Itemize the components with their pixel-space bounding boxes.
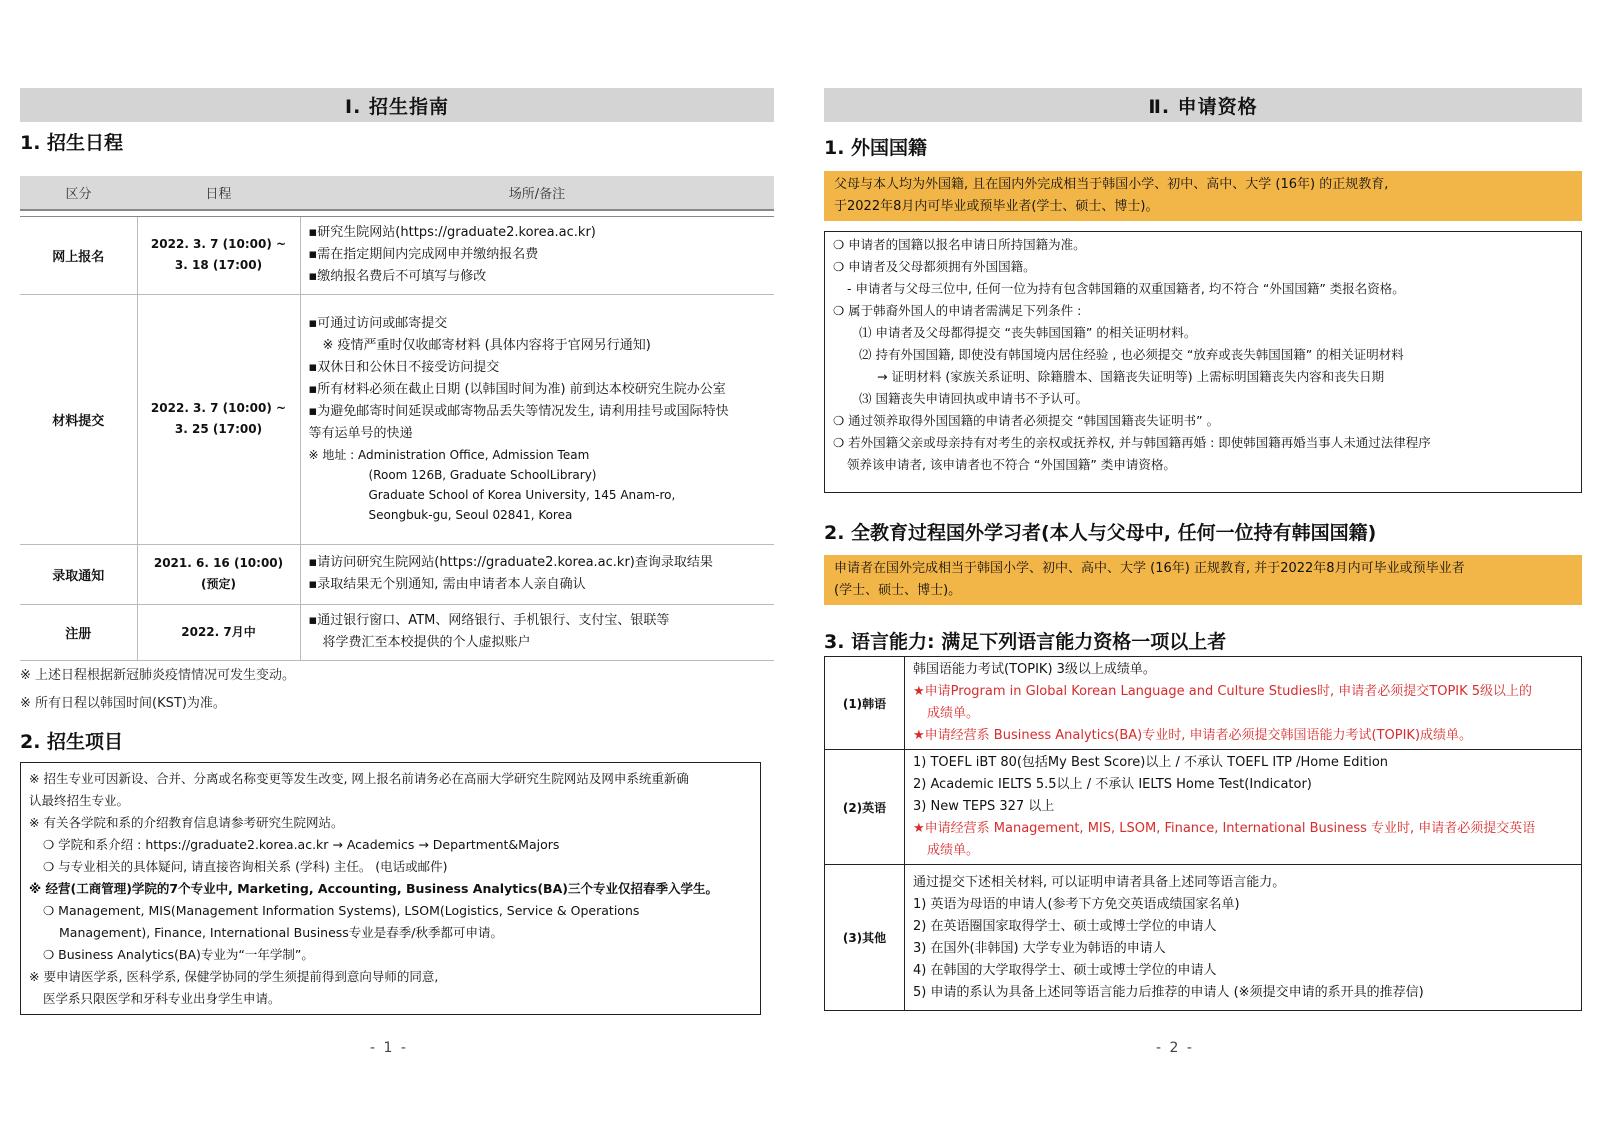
note-line: ▪需在指定期间内完成网申并缴纳报名费: [308, 247, 539, 262]
highlight-line: 父母与本人均为外国籍, 且在国内外完成相当于韩国小学、初中、高中、大学 (16年) 的正规教育,: [834, 177, 1389, 192]
table-row: [20, 216, 774, 294]
note-line: ▪请访问研究生院网站(https://graduate2.korea.ac.kr)查询录取结果: [308, 555, 713, 570]
box-line: ❍ Management, MIS(Management Information Systems), LSOM(Logistics, Service & Operations: [43, 903, 640, 918]
highlight-line: 申请者在国外完成相当于韩国小学、初中、高中、大学 (16年) 正规教育, 并于2022年8月内可毕业或预毕业者: [834, 561, 1465, 576]
req-line: 1) TOEFL iBT 80(包括My Best Score)以上 / 不承认 TOEFL ITP /Home Edition: [913, 755, 1389, 770]
date-line: 2022. 3. 7 (10:00) ~: [150, 237, 287, 251]
req-line: 通过提交下述相关材料, 可以证明申请者具备上述同等语言能力。: [913, 874, 1286, 890]
req-line: ★申请Program in Global Korean Language and Culture Studies时, 申请者必须提交TOPIK 5级以上的: [913, 684, 1533, 699]
language-label: (1)韩语: [825, 657, 905, 750]
address-line: Seongbuk-gu, Seoul 02841, Korea: [368, 508, 573, 522]
req-line: 韩国语能力考试(TOPIK) 3级以上成绩单。: [913, 662, 1156, 677]
note-line: ▪可通过访问或邮寄提交: [308, 316, 448, 331]
table-header: 日程: [137, 176, 300, 210]
req-line: 5) 申请的系认为具备上述同等语言能力后推荐的申请人 (※须提交申请的系开具的推荐信): [913, 984, 1424, 1000]
section-title-schedule: 1. 招生日程: [20, 132, 124, 154]
row-notes: [300, 544, 774, 604]
req-line: 2) Academic IELTS 5.5以上 / 不承认 IELTS Home Test(Indicator): [913, 777, 1312, 792]
date-line: 2022. 7月中: [181, 624, 256, 639]
table-header: 区分: [20, 176, 137, 210]
date-line: 2021. 6. 16 (10:00): [153, 556, 284, 570]
note-line: ▪通过银行窗口、ATM、网络银行、手机银行、支付宝、银联等: [308, 613, 670, 628]
date-line: 2022. 3. 7 (10:00) ~: [150, 401, 287, 415]
req-line: 1) 英语为母语的申请人(参考下方免交英语成绩国家名单): [913, 896, 1240, 912]
table-row: [20, 604, 774, 660]
box-line: ❍ Business Analytics(BA)专业为“一年学制”。: [43, 947, 314, 962]
address-block: [309, 445, 769, 525]
row-notes: [300, 216, 774, 294]
row-label: 录取通知: [20, 544, 137, 604]
address-line: ※ 地址 : Administration Office, Admission Team: [308, 448, 590, 462]
box-line: ❍ 学院和系介绍 : https://graduate2.korea.ac.kr → Academics → Department&Majors: [43, 837, 560, 852]
highlight-line: (学士、硕士、博士)。: [834, 583, 962, 598]
date-line: (预定): [201, 577, 236, 591]
page-2: [800, 0, 1600, 1132]
box-line: Management), Finance, International Business专业是春季/秋季都可申请。: [59, 925, 504, 940]
box-line: ⑶ 国籍丧失申请回执或申请书不予认可。: [859, 391, 1088, 406]
address-line: Graduate School of Korea University, 145 Anam-ro,: [368, 488, 676, 502]
req-line: ★申请经营系 Management, MIS, LSOM, Finance, International Business 专业时, 申请者必须提交英语: [913, 821, 1536, 836]
page-number: - 1 -: [370, 1040, 408, 1056]
eligibility-box: [824, 231, 1582, 493]
language-content: [905, 750, 1582, 865]
row-notes: [300, 294, 774, 544]
box-line: ⑴ 申请者及父母都得提交 “丧失韩国国籍” 的相关证明材料。: [859, 325, 1197, 340]
chapter-banner: Ⅰ. 招生指南: [20, 88, 774, 122]
schedule-note: ※ 上述日程根据新冠肺炎疫情情况可发生变动。: [20, 668, 296, 683]
req-line: 成绩单。: [927, 706, 980, 721]
box-line: 认最终招生专业。: [29, 793, 130, 808]
row-label: 材料提交: [20, 294, 137, 544]
note-line: ▪研究生院网站(https://graduate2.korea.ac.kr): [308, 225, 596, 240]
row-date: [137, 294, 300, 544]
row-notes: [300, 604, 774, 660]
program-info-box: [20, 762, 761, 1015]
box-line: ❍ 通过领养取得外国国籍的申请者必须提交 “韩国国籍丧失证明书” 。: [833, 413, 1220, 428]
note-line: ▪双休日和公休日不接受访问提交: [308, 360, 500, 375]
req-line: 2) 在英语圈国家取得学士、硕士或博士学位的申请人: [913, 918, 1217, 934]
highlight-line: 于2022年8月内可毕业或预毕业者(学士、硕士、博士)。: [834, 199, 1159, 214]
box-line: ❍ 申请者的国籍以报名申请日所持国籍为准。: [833, 237, 1086, 252]
table-header-row: [20, 176, 774, 210]
table-row: [825, 750, 1582, 865]
table-row: [825, 657, 1582, 750]
row-date: [137, 216, 300, 294]
table-row: [20, 294, 774, 544]
box-line: ※ 经营(工商管理)学院的7个专业中, Marketing, Accounting, Business Analytics(BA)三个专业仅招春季入学生。: [29, 881, 718, 896]
date-line: 3. 25 (17:00): [174, 422, 263, 436]
chapter-banner: Ⅱ. 申请资格: [824, 88, 1582, 122]
row-date: [137, 544, 300, 604]
note-line: 将学费汇至本校提供的个人虚拟账户: [322, 635, 531, 650]
language-label: (3)其他: [825, 865, 905, 1011]
language-content: [905, 657, 1582, 750]
section-title-overseas: 2. 全教育过程国外学习者(本人与父母中, 任何一位持有韩国国籍): [824, 522, 1377, 544]
row-label: 网上报名: [20, 216, 137, 294]
note-line: ▪为避免邮寄时间延误或邮寄物品丢失等情况发生, 请利用挂号或国际特快: [308, 404, 729, 419]
box-line: ※ 招生专业可因新设、合并、分离或名称变更等发生改变, 网上报名前请务必在高丽大学研究生院网站及网申系统重新确: [29, 771, 689, 786]
box-line: 领养该申请者, 该申请者也不符合 “外国国籍” 类申请资格。: [847, 457, 1176, 472]
box-line: → 证明材料 (家族关系证明、除籍謄本、国籍丧失证明等) 上需标明国籍丧失内容和丧失日期: [877, 369, 1385, 384]
note-line: 等有运单号的快递: [308, 426, 413, 441]
date-line: 3. 18 (17:00): [174, 258, 263, 272]
table-header: 场所/备注: [300, 176, 774, 210]
row-label: 注册: [20, 604, 137, 660]
req-line: 成绩单。: [927, 843, 980, 858]
req-line: ★申请经营系 Business Analytics(BA)专业时, 申请者必须提交韩国语能力考试(TOPIK)成绩单。: [913, 728, 1473, 743]
table-row: [20, 544, 774, 604]
box-line: ※ 有关各学院和系的介绍教育信息请参考研究生院网站。: [29, 815, 344, 830]
address-line: (Room 126B, Graduate SchoolLibrary): [368, 468, 597, 482]
highlight-box: [824, 171, 1582, 221]
section-title-foreign: 1. 外国国籍: [824, 137, 928, 159]
language-content: [905, 865, 1582, 1011]
page-number: - 2 -: [1156, 1040, 1194, 1056]
row-date: [137, 604, 300, 660]
box-line: ❍ 申请者及父母都须拥有外国国籍。: [833, 259, 1036, 274]
note-line: ▪录取结果无个别通知, 需由申请者本人亲自确认: [308, 577, 586, 592]
note-line: ▪缴纳报名费后不可填写与修改: [308, 269, 487, 284]
language-table: [824, 656, 1582, 1011]
section-title-language: 3. 语言能力: 满足下列语言能力资格一项以上者: [824, 631, 1227, 653]
table-row: [825, 865, 1582, 1011]
section-title-programs: 2. 招生项目: [20, 731, 124, 753]
box-line: ❍ 属于韩裔外国人的申请者需满足下列条件 :: [833, 303, 1082, 318]
box-line: 医学系只限医学和牙科专业出身学生申请。: [43, 991, 281, 1006]
box-line: ❍ 与专业相关的具体疑问, 请直接咨询相关系 (学科) 主任。 (电话或邮件): [43, 859, 448, 874]
box-line: ❍ 若外国籍父亲或母亲持有对考生的亲权或抚养权, 并与韩国籍再婚 : 即使韩国籍再婚当事人未通过法律程序: [833, 435, 1431, 450]
highlight-box: [824, 555, 1582, 605]
language-label: (2)英语: [825, 750, 905, 865]
box-line: ※ 要申请医学系, 医科学系, 保健学协同的学生须提前得到意向导师的同意,: [29, 969, 439, 984]
req-line: 3) New TEPS 327 以上: [913, 799, 1055, 814]
schedule-table: [20, 176, 774, 661]
box-line: - 申请者与父母三位中, 任何一位为持有包含韩国籍的双重国籍者, 均不符合 “外国国籍” 类报名资格。: [847, 281, 1405, 296]
req-line: 4) 在韩国的大学取得学士、硕士或博士学位的申请人: [913, 962, 1217, 978]
note-line: ▪所有材料必须在截止日期 (以韩国时间为准) 前到达本校研究生院办公室: [308, 382, 726, 397]
schedule-note: ※ 所有日程以韩国时间(KST)为准。: [20, 696, 226, 711]
note-line: ※ 疫情严重时仅收邮寄材料 (具体内容将于官网另行通知): [322, 338, 651, 353]
req-line: 3) 在国外(非韩国) 大学专业为韩语的申请人: [913, 940, 1166, 956]
box-line: ⑵ 持有外国国籍, 即使没有韩国境内居住经验 , 也必须提交 “放弃或丧失韩国国籍” 的相关证明材料: [859, 347, 1404, 362]
